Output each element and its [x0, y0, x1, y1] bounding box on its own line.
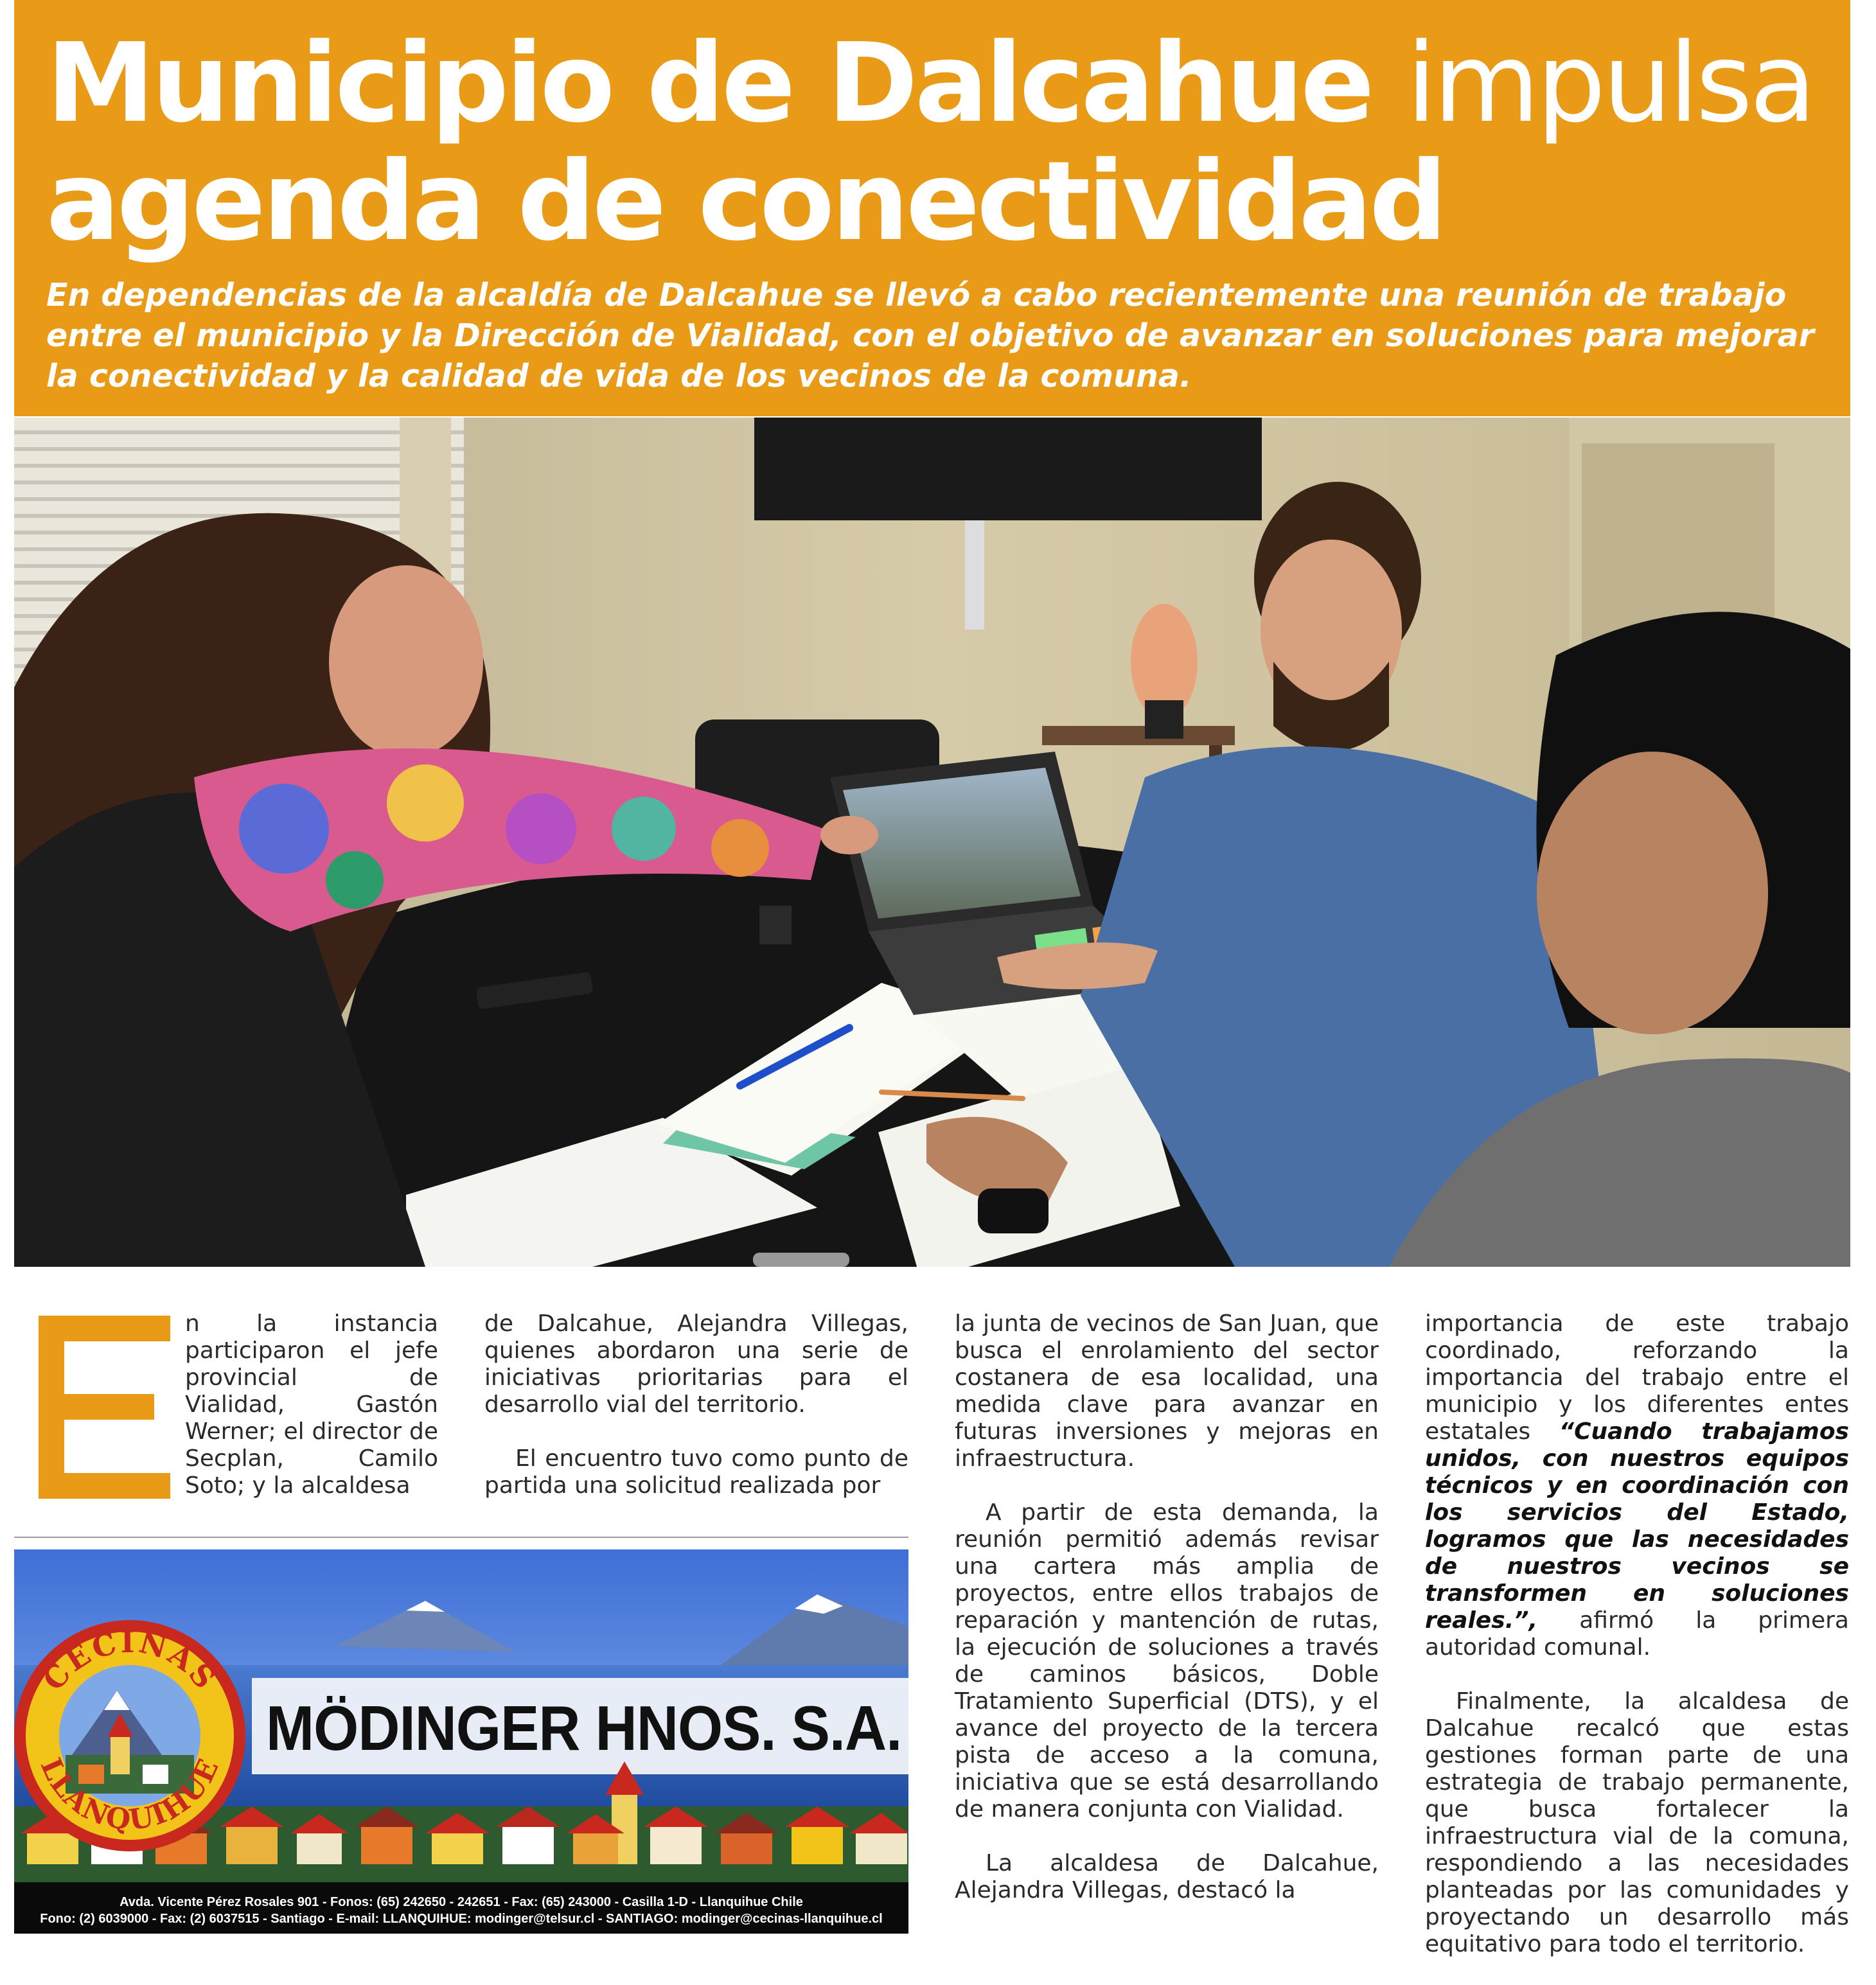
body-paragraph: n la instancia participaron el jefe provincial de Vialidad, Gastón Werner; el director de Secplan, Camilo Soto; y la alcaldesa [185, 1310, 438, 1499]
dropcap-e [39, 1316, 170, 1499]
article-column-3 [955, 1310, 1379, 1931]
article-column-4 [1425, 1310, 1849, 1985]
body-text: afirmó la primera autoridad comunal. [1425, 1607, 1849, 1661]
body-paragraph: la junta de vecinos de San Juan, que busca el enrolamiento del sector costanera de esa localidad, una medida clave para avanzar en futuras inversiones y mejoras en infraestructura. [955, 1310, 1379, 1472]
body-text: importancia de este trabajo coordinado, reforzando la importancia del trabajo entre el municipio y los diferentes entes estatales [1425, 1310, 1849, 1445]
article-column-1 [185, 1310, 438, 1526]
headline-part-2: impulsa [1406, 20, 1814, 147]
body-paragraph: Finalmente, la alcaldesa de Dalcahue recalcó que estas gestiones forman parte de una estrategia de trabajo permanente, que busca fortalecer la infraestructura vial de la comuna, respondiendo a las necesidades planteadas por las comunidades y proyectando un desarrollo más equitativo para todo el territorio. [1425, 1688, 1849, 1957]
ad-brand-bottom: LLANQUIHUE [33, 1753, 226, 1837]
headline-part-3: agenda de conectividad [46, 138, 1444, 265]
article-header [14, 0, 1850, 416]
advertisement [14, 1549, 908, 1934]
meeting-photo-illustration [14, 418, 1850, 1267]
body-paragraph: de Dalcahue, Alejandra Villegas, quienes abordaron una serie de iniciativas prioritarias para el desarrollo vial del territorio. [484, 1310, 908, 1418]
ad-company-name: MÖDINGER HNOS. S.A. [266, 1693, 902, 1763]
article-headline [46, 20, 1850, 265]
ad-brand-top: CECINAS [35, 1624, 224, 1697]
body-paragraph: El encuentro tuvo como punto de partida una solicitud realizada por [484, 1445, 908, 1499]
svg-text:LLANQUIHUE [34, 1753, 226, 1837]
headline-part-1: Municipio de Dalcahue [46, 20, 1372, 147]
ad-contact-line-1: Avda. Vicente Pérez Rosales 901 - Fonos: (65) 242650 - 242651 - Fax: (65) 243000 - Casilla 1-D - Llanquihue Chile [119, 1895, 803, 1909]
ad-emblem-text [14, 1607, 258, 1864]
body-paragraph [1425, 1310, 1849, 1661]
pull-quote: “Cuando trabajamos unidos, con nuestros equipos técnicos y en coordinación con los servicios del Estado, logramos que las necesidades de nuestros vecinos se transformen en soluciones reales.”, [1425, 1418, 1849, 1634]
ad-contact-line-2: Fono: (2) 6039000 - Fax: (2) 6037515 - Santiago - E-mail: LLANQUIHUE: modinger@telsur.cl - SANTIAGO: modinger@cecinas-llanquihue.cl [40, 1912, 883, 1926]
svg-text:CECINAS [36, 1625, 224, 1697]
article-column-2 [484, 1310, 908, 1526]
article-deck: En dependencias de la alcaldía de Dalcahue se llevó a cabo recientemente una reunión de trabajo entre el municipio y la Dirección de Vialidad, con el objetivo de avanzar en soluciones para mejorar la conectividad y la calidad de vida de los vecinos de la comuna. [46, 277, 1814, 394]
column-divider [14, 1537, 908, 1538]
body-paragraph: La alcaldesa de Dalcahue, Alejandra Villegas, destacó la [955, 1850, 1379, 1903]
body-paragraph: A partir de esta demanda, la reunión permitió además revisar una cartera más amplia de proyectos, entre ellos trabajos de reparación y mantención de rutas, la ejecución de soluciones a través de caminos básicos, Doble Tratamiento Superficial (DTS), y el avance del proyecto de la tercera pista de acceso a la comuna, iniciativa que se está desarrollando de manera conjunta con Vialidad. [955, 1499, 1379, 1822]
meeting-photo [14, 418, 1850, 1267]
